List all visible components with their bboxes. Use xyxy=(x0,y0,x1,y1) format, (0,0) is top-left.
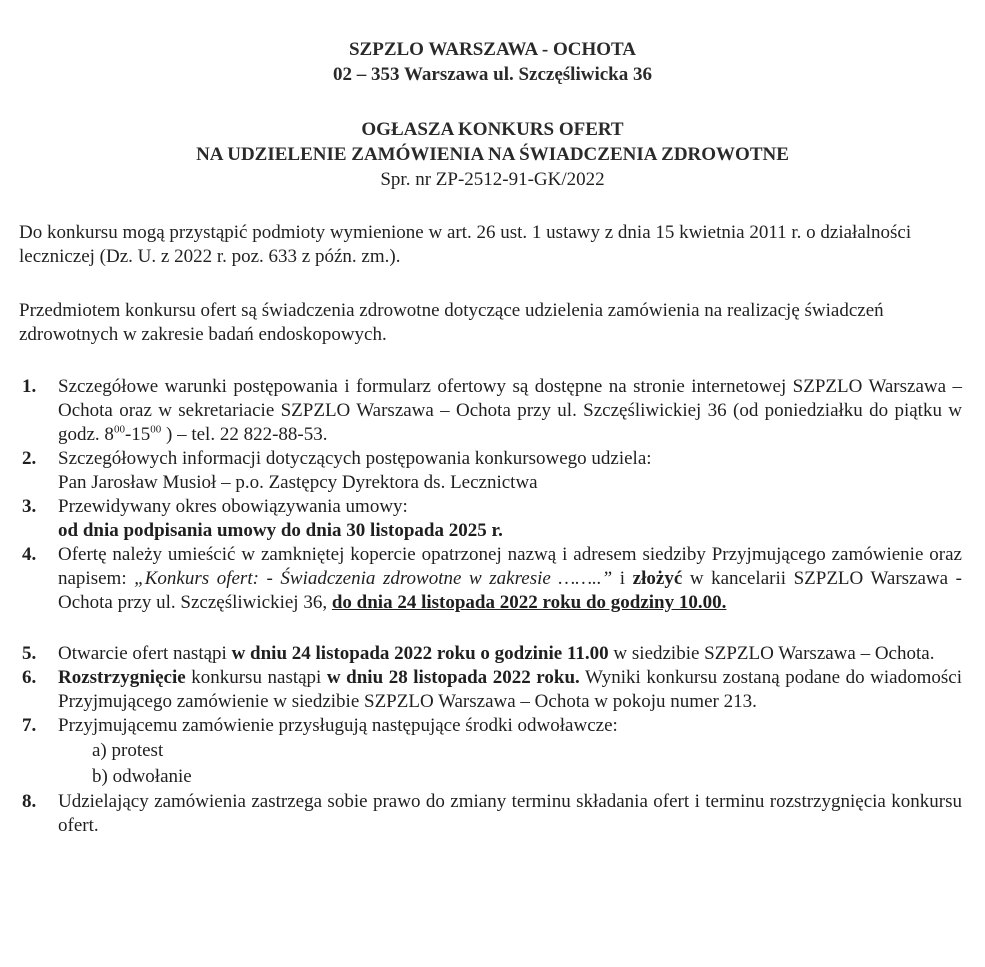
item-number: 1. xyxy=(22,376,37,397)
list-item-6: 6. Rozstrzygnięcie konkursu nastąpi w dniu 28 listopada 2022 roku. Wyniki konkursu zostaną podane do wiadomości Przyjmującego zamówienie w siedzibie SZPZLO Warszawa – Ochota w pokoju numer 213. xyxy=(22,667,962,712)
list-item-5: 5. Otwarcie ofert nastąpi w dniu 24 listopada 2022 roku o godzinie 11.00 w siedzibie SZPZLO Warszawa – Ochota. xyxy=(22,643,935,664)
item-number: 2. xyxy=(22,448,37,469)
reference-number: Spr. nr ZP-2512-91-GK/2022 xyxy=(380,169,605,190)
contact-person: Pan Jarosław Musioł – p.o. Zastępcy Dyrektora ds. Lecznictwa xyxy=(58,472,538,493)
announcement-title: OGŁASZA KONKURS OFERT xyxy=(361,119,624,140)
list-item-8: 8. Udzielający zamówienia zastrzega sobie prawo do zmiany terminu składania ofert i terminu rozstrzygnięcia konkursu ofert. xyxy=(22,791,962,836)
list-item-4: 4. Ofertę należy umieścić w zamkniętej kopercie opatrzonej nazwą i adresem siedziby Przyjmującego zamówienie oraz napisem: „Konkurs ofert: - Świadczenia zdrowotne w zakresie ……..” i złożyć w kancelarii SZPZLO Warszawa - Ochota przy ul. Szczęśliwickiej 36, do dnia 24 listopada 2022 roku do godziny 10.00. xyxy=(22,544,962,613)
item-number: 5. xyxy=(22,643,37,664)
item-number: 4. xyxy=(22,544,37,565)
list-item-3: 3. Przewidywany okres obowiązywania umowy: od dnia podpisania umowy do dnia 30 listopada 2025 r. xyxy=(22,495,962,543)
list-item-7: 7. Przyjmującemu zamówienie przysługują następujące środki odwoławcze: a) protest b) odwołanie xyxy=(22,714,962,790)
org-address: 02 – 353 Warszawa ul. Szczęśliwicka 36 xyxy=(333,64,652,85)
appeal-option: a) protest xyxy=(92,740,164,761)
item-number: 3. xyxy=(22,496,37,517)
list-item-1: 1. Szczegółowe warunki postępowania i formularz ofertowy są dostępne na stronie internetowej SZPZLO Warszawa – Ochota oraz w sekretariacie SZPZLO Warszawa – Ochota przy ul. Szczęśliwickiej 36 (od poniedziałku do piątku w godz. $8^{00}-15^{00}$ ) – tel. 22 822-88-53. xyxy=(22,376,962,445)
contract-period: od dnia podpisania umowy do dnia 30 listopada 2025 r. xyxy=(58,520,503,541)
item-number: 8. xyxy=(22,791,37,812)
appeal-means-list xyxy=(58,738,962,790)
announcement-subtitle: NA UDZIELENIE ZAMÓWIENIA NA ŚWIADCZENIA ZDROWOTNE xyxy=(196,144,789,165)
conditions-list xyxy=(22,375,962,838)
resolution-date: w dniu 28 listopada 2022 roku. xyxy=(326,667,580,688)
org-name: SZPZLO WARSZAWA - OCHOTA xyxy=(348,39,636,60)
appeal-option: b) odwołanie xyxy=(92,766,192,787)
intro-paragraph-eligibility: Do konkursu mogą przystąpić podmioty wymienione w art. 26 ust. 1 ustawy z dnia 15 kwietnia 2011 r. o działalności leczniczej (Dz. U. z 2022 r. poz. 633 z późn. zm.). xyxy=(19,222,912,267)
item-number: 6. xyxy=(22,667,37,688)
opening-date: w dniu 24 listopada 2022 roku o godzinie 11.00 xyxy=(231,643,609,664)
submission-deadline: do dnia 24 listopada 2022 roku do godziny 10.00. xyxy=(331,592,727,613)
item-number: 7. xyxy=(22,715,37,736)
intro-paragraph-subject: Przedmiotem konkursu ofert są świadczenia zdrowotne dotyczące udzielenia zamówienia na realizację świadczeń zdrowotnych w zakresie badań endoskopowych. xyxy=(19,300,884,345)
list-item-2: 2. Szczegółowych informacji dotyczących postępowania konkursowego udziela: Pan Jarosław Musioł – p.o. Zastępcy Dyrektora ds. Lecznictwa xyxy=(22,447,962,495)
